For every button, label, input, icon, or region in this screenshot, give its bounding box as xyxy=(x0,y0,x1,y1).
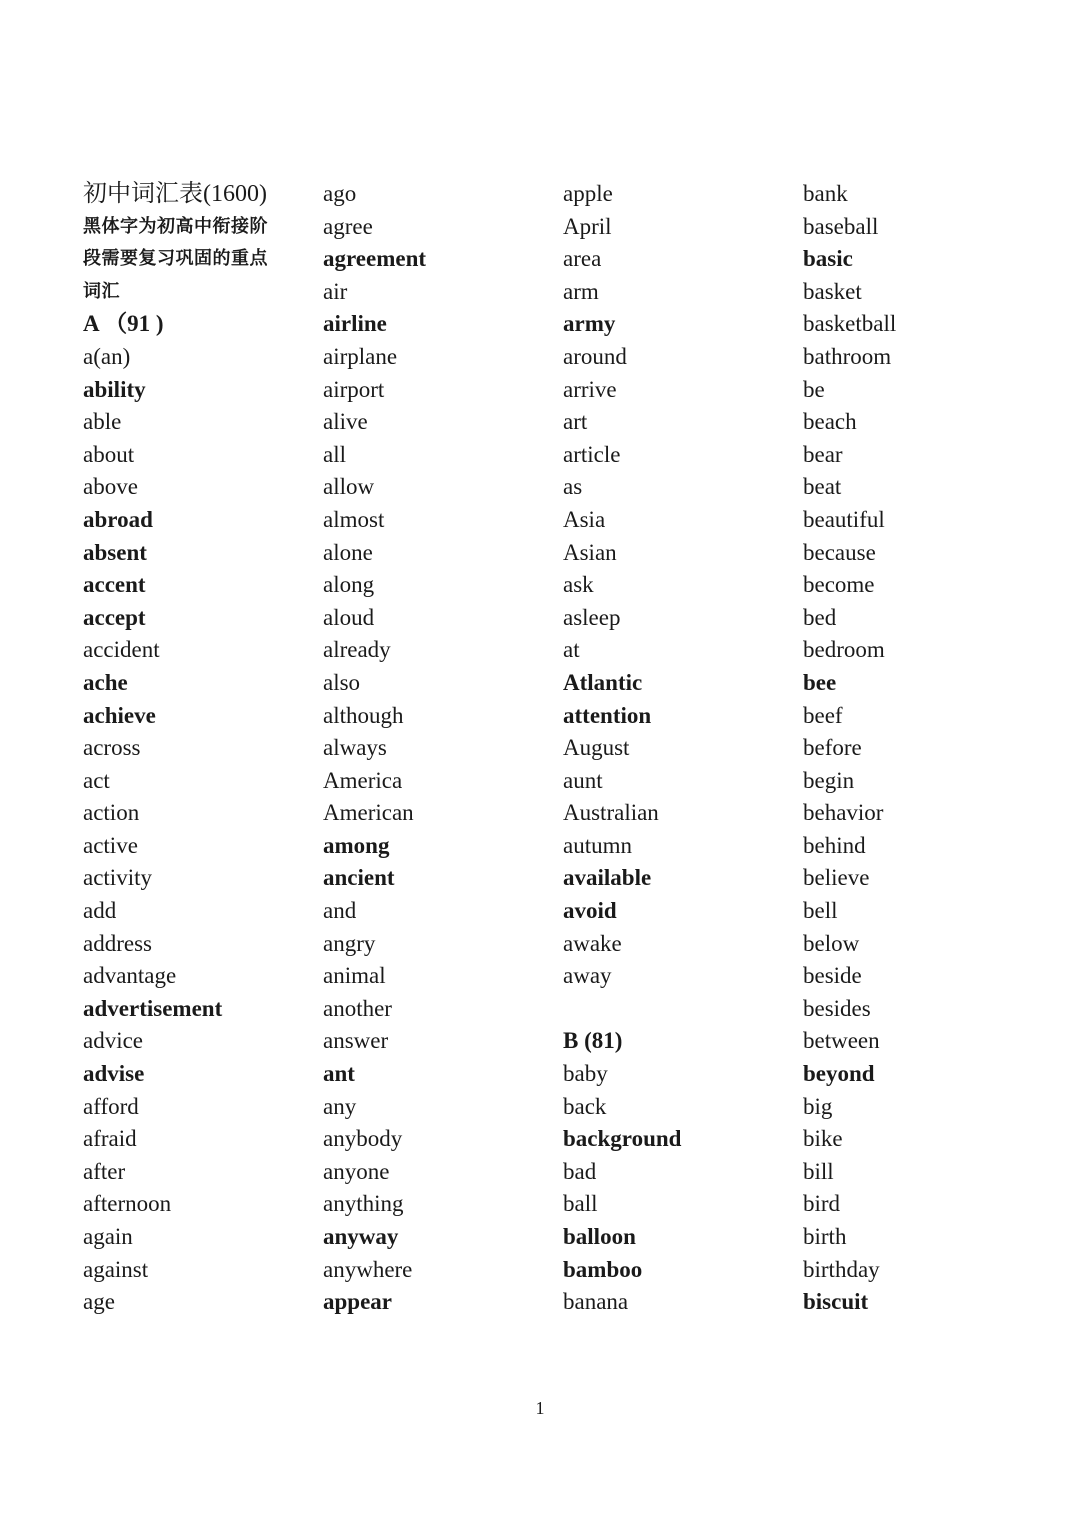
word-entry-bold: attention xyxy=(563,702,652,728)
word-entry: banana xyxy=(563,1289,629,1315)
word-entry: be xyxy=(803,376,825,402)
word-entry: after xyxy=(83,1158,126,1184)
word-entry-bold: accept xyxy=(83,604,146,630)
word-entry-bold: achieve xyxy=(83,702,156,728)
word-entry: afternoon xyxy=(83,1191,172,1217)
word-entry: bed xyxy=(803,604,837,630)
word-entry: alone xyxy=(323,539,373,565)
bold-word-note: 段需要复习巩固的重点 xyxy=(83,248,268,270)
word-entry: anywhere xyxy=(323,1256,413,1282)
word-entry: August xyxy=(563,735,630,761)
bold-word-note: 词汇 xyxy=(83,280,120,302)
word-entry: birthday xyxy=(803,1256,880,1282)
word-entry-bold: balloon xyxy=(563,1224,636,1249)
word-entry-bold: bee xyxy=(803,669,837,695)
word-entry: between xyxy=(803,1028,880,1054)
word-entry: all xyxy=(323,441,346,467)
word-entry: alive xyxy=(323,409,368,435)
word-entry-bold: anyway xyxy=(323,1224,399,1249)
word-entry: afford xyxy=(83,1093,139,1119)
word-entry: birth xyxy=(803,1224,847,1249)
letter-section-heading: B (81) xyxy=(563,1028,623,1054)
word-entry: bell xyxy=(803,898,838,924)
word-entry-bold: ancient xyxy=(323,865,395,891)
word-entry: Asian xyxy=(563,539,617,565)
word-entry: ask xyxy=(563,572,594,598)
word-entry: address xyxy=(83,930,152,956)
word-entry-bold: basic xyxy=(803,246,853,272)
word-entry-bold: among xyxy=(323,832,390,858)
word-entry: angry xyxy=(323,930,376,956)
word-entry-bold: beyond xyxy=(803,1061,875,1087)
word-entry: believe xyxy=(803,865,870,891)
word-entry: as xyxy=(563,474,583,500)
word-entry: baseball xyxy=(803,213,879,239)
word-entry: apple xyxy=(563,181,613,206)
word-column-1 xyxy=(83,178,318,1319)
word-entry: below xyxy=(803,930,860,956)
word-entry: art xyxy=(563,409,588,435)
word-entry: aloud xyxy=(323,604,375,630)
word-entry: beef xyxy=(803,702,843,728)
word-entry: about xyxy=(83,441,135,467)
word-entry-bold: advertisement xyxy=(83,995,223,1021)
word-entry: a(an) xyxy=(83,343,131,369)
word-entry: back xyxy=(563,1093,607,1119)
word-entry: bill xyxy=(803,1158,834,1184)
word-entry: able xyxy=(83,409,122,435)
word-entry-bold: ability xyxy=(83,376,146,402)
word-entry: act xyxy=(83,767,110,793)
word-entry: bike xyxy=(803,1126,843,1152)
word-entry: already xyxy=(323,637,391,663)
word-entry: any xyxy=(323,1093,357,1119)
word-entry: bear xyxy=(803,441,843,467)
word-entry-bold: advise xyxy=(83,1061,145,1087)
word-entry: active xyxy=(83,832,138,858)
word-entry: airplane xyxy=(323,343,398,369)
word-entry: action xyxy=(83,800,140,826)
vocabulary-title: 初中词汇表(1600) xyxy=(83,181,267,207)
word-entry: allow xyxy=(323,474,375,500)
word-entry: basketball xyxy=(803,311,897,337)
word-entry: along xyxy=(323,572,375,598)
word-entry-bold: available xyxy=(563,865,652,891)
word-entry: advice xyxy=(83,1028,144,1054)
word-entry: anything xyxy=(323,1191,404,1217)
word-entry: advantage xyxy=(83,963,177,989)
word-entry: beach xyxy=(803,409,857,435)
word-entry: almost xyxy=(323,506,385,532)
word-entry: anybody xyxy=(323,1126,403,1152)
word-entry: Asia xyxy=(563,506,606,532)
word-entry-bold: ache xyxy=(83,669,128,695)
word-entry: around xyxy=(563,343,627,369)
word-entry: activity xyxy=(83,865,152,891)
word-entry: arm xyxy=(563,278,599,304)
word-entry: add xyxy=(83,898,117,924)
word-entry: at xyxy=(563,637,580,663)
word-entry: above xyxy=(83,474,138,500)
word-entry: beautiful xyxy=(803,506,885,532)
word-entry: aunt xyxy=(563,767,603,793)
bold-word-note: 黑体字为初高中衔接阶 xyxy=(83,215,268,237)
word-entry-bold: army xyxy=(563,311,616,337)
word-entry: air xyxy=(323,278,348,304)
word-entry: against xyxy=(83,1256,149,1282)
word-entry: airport xyxy=(323,376,385,402)
word-entry: baby xyxy=(563,1061,608,1087)
word-entry-bold: avoid xyxy=(563,898,617,924)
word-entry: bedroom xyxy=(803,637,885,663)
word-entry-bold: Atlantic xyxy=(563,669,643,695)
word-entry: American xyxy=(323,800,414,826)
word-entry: again xyxy=(83,1224,133,1249)
word-column-3 xyxy=(563,178,798,1319)
word-entry: arrive xyxy=(563,376,617,402)
word-entry: besides xyxy=(803,995,871,1021)
word-entry: awake xyxy=(563,930,622,956)
word-entry: behind xyxy=(803,832,866,858)
word-entry: bank xyxy=(803,181,848,206)
word-entry: another xyxy=(323,995,392,1021)
word-entry: and xyxy=(323,898,357,924)
word-entry: beside xyxy=(803,963,862,989)
word-entry: asleep xyxy=(563,604,621,630)
word-entry: age xyxy=(83,1289,115,1315)
word-entry: area xyxy=(563,246,602,272)
word-entry: agree xyxy=(323,213,373,239)
word-entry-bold: agreement xyxy=(323,246,427,272)
word-entry: also xyxy=(323,669,361,695)
word-entry: bad xyxy=(563,1158,597,1184)
word-entry: ago xyxy=(323,181,357,206)
word-entry: autumn xyxy=(563,832,632,858)
word-column-4 xyxy=(803,178,1038,1319)
word-entry-bold: appear xyxy=(323,1289,392,1315)
word-entry: anyone xyxy=(323,1158,390,1184)
word-entry: always xyxy=(323,735,387,761)
word-entry: afraid xyxy=(83,1126,137,1152)
word-entry: accident xyxy=(83,637,160,663)
word-entry: ball xyxy=(563,1191,598,1217)
word-entry: article xyxy=(563,441,621,467)
word-entry: animal xyxy=(323,963,386,989)
word-entry-bold: accent xyxy=(83,572,146,598)
word-entry: away xyxy=(563,963,612,989)
word-entry: although xyxy=(323,702,404,728)
word-entry: across xyxy=(83,735,141,761)
word-entry-bold: ant xyxy=(323,1061,355,1087)
word-entry: bathroom xyxy=(803,343,892,369)
word-entry: because xyxy=(803,539,876,565)
word-entry: before xyxy=(803,735,862,761)
page-number: 1 xyxy=(535,1398,545,1418)
blank-row xyxy=(563,993,798,1026)
word-entry: bird xyxy=(803,1191,841,1217)
word-entry: become xyxy=(803,572,875,598)
word-entry: begin xyxy=(803,767,855,793)
word-entry: big xyxy=(803,1093,833,1119)
word-entry: Australian xyxy=(563,800,659,826)
word-entry-bold: background xyxy=(563,1126,682,1152)
letter-section-heading: A （91 ) xyxy=(83,311,164,337)
word-entry: America xyxy=(323,767,403,793)
word-entry-bold: biscuit xyxy=(803,1289,869,1315)
word-entry-bold: abroad xyxy=(83,506,153,532)
word-entry-bold: airline xyxy=(323,311,387,337)
word-entry-bold: bamboo xyxy=(563,1256,643,1282)
word-entry: answer xyxy=(323,1028,389,1054)
word-entry: basket xyxy=(803,278,862,304)
word-column-2 xyxy=(323,178,558,1319)
word-entry-bold: absent xyxy=(83,539,147,565)
word-entry: beat xyxy=(803,474,842,500)
word-entry: behavior xyxy=(803,800,884,826)
word-entry: April xyxy=(563,213,612,239)
